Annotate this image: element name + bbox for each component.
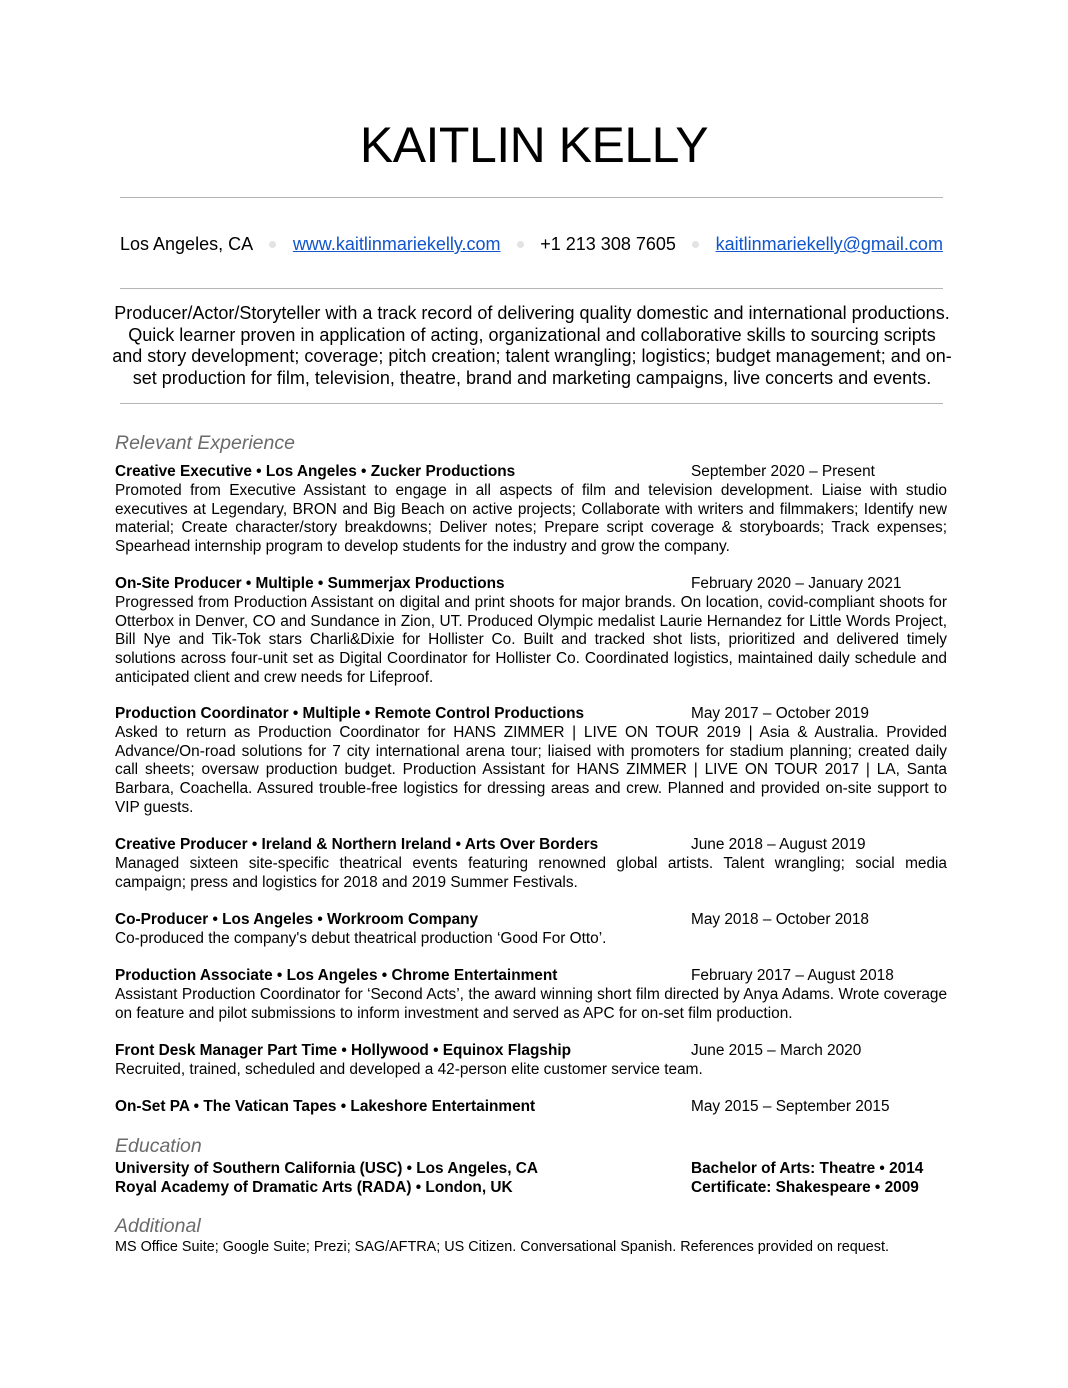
- job-description: Assistant Production Coordinator for ‘Second Acts’, the award winning short film directed by Anya Adams. Wrote coverage on feature and pilot submissions to inform investment and served as APC for on-set film production.: [115, 986, 947, 1022]
- job-dates: May 2015 – September 2015: [691, 1098, 890, 1115]
- job-dates: February 2020 – January 2021: [691, 575, 902, 592]
- job-title: On-Site Producer • Multiple • Summerjax Productions: [115, 575, 505, 592]
- section-title-education: Education: [115, 1135, 202, 1157]
- job-description: Managed sixteen site-specific theatrical events featuring renowned global artists. Talent wrangling; social media campaign; press and logistics for 2018 and 2019 Summer Festivals.: [115, 855, 947, 891]
- job-dates: June 2018 – August 2019: [691, 836, 866, 853]
- professional-summary: Producer/Actor/Storyteller with a track record of delivering quality domestic and international productions. Quick learner proven in application of acting, organizational and collaborative skills to sourcing scripts and story development; coverage; pitch creation; talent wrangling; logistics; budget management; and on-set production for film, television, theatre, brand and marketing campaigns, live concerts and events.: [112, 303, 952, 388]
- education-item: [115, 1159, 947, 1178]
- job-entry: [115, 705, 947, 818]
- section-title-additional: Additional: [115, 1215, 201, 1237]
- job-title: Co-Producer • Los Angeles • Workroom Company: [115, 911, 479, 928]
- job-dates: September 2020 – Present: [691, 463, 875, 480]
- job-entry: [115, 836, 947, 892]
- divider-contact: [120, 288, 943, 289]
- job-entry: [115, 463, 947, 557]
- divider-top: [120, 197, 943, 198]
- education-item: [115, 1178, 947, 1197]
- job-description: Asked to return as Production Coordinator for HANS ZIMMER | LIVE ON TOUR 2019 | Asia & Australia. Provided Advance/On-road solutions for 7 city international arena tour; liaised with promoters for stadium planning; created daily call sheets; oversaw production budget. Production Assistant for HANS ZIMMER | LIVE ON TOUR 2017 | LA, Santa Barbara, Coachella. Assured trouble-free logistics for dressing areas and crew. Planned and provided on-site support to VIP guests.: [115, 724, 947, 816]
- job-title: Creative Executive • Los Angeles • Zucker Productions: [115, 463, 516, 480]
- contact-website-link[interactable]: www.kaitlinmariekelly.com: [292, 234, 501, 254]
- contact-location: Los Angeles, CA: [120, 234, 254, 254]
- job-description: Progressed from Production Assistant on digital and print shoots for major brands. On location, covid-compliant shoots for Otterbox in Denver, CO and Sundance in Zion, UT. Produced Olympic medalist Laurie Hernandez for Little Words Project, Bill Nye and Tik-Tok stars Charli&Dixie for Hollister Co. Built and tracked shot lists, prioritized and delivered timely solutions across four-unit set as Digital Coordinator for Hollister Co. Coordinated logistics, maintained daily schedule and anticipated client and crew needs for Lifeproof.: [115, 594, 947, 686]
- job-entry: [115, 1098, 947, 1117]
- separator-dot-icon: [269, 241, 276, 248]
- contact-email-link[interactable]: kaitlinmariekelly@gmail.com: [715, 234, 943, 254]
- education-list: [115, 1159, 947, 1197]
- contact-bar: [120, 234, 943, 255]
- separator-dot-icon: [692, 241, 699, 248]
- education-degree: Bachelor of Arts: Theatre • 2014: [691, 1160, 924, 1177]
- job-title: On-Set PA • The Vatican Tapes • Lakeshore Entertainment: [115, 1098, 536, 1115]
- education-school: Royal Academy of Dramatic Arts (RADA) • London, UK: [115, 1179, 513, 1196]
- section-title-experience: Relevant Experience: [115, 432, 295, 454]
- job-title: Front Desk Manager Part Time • Hollywood • Equinox Flagship: [115, 1042, 572, 1059]
- candidate-name: KAITLIN KELLY: [359, 117, 709, 173]
- education-school: University of Southern California (USC) • Los Angeles, CA: [115, 1160, 538, 1177]
- additional-skills: MS Office Suite; Google Suite; Prezi; SAG/AFTRA; US Citizen. Conversational Spanish. References provided on request.: [115, 1239, 889, 1255]
- job-dates: May 2017 – October 2019: [691, 705, 869, 722]
- job-entry: [115, 911, 947, 949]
- job-title: Production Coordinator • Multiple • Remote Control Productions: [115, 705, 585, 722]
- job-dates: February 2017 – August 2018: [691, 967, 894, 984]
- job-entry: [115, 575, 947, 688]
- job-entry: [115, 967, 947, 1023]
- job-dates: May 2018 – October 2018: [691, 911, 869, 928]
- job-title: Production Associate • Los Angeles • Chrome Entertainment: [115, 967, 558, 984]
- job-description: Promoted from Executive Assistant to engage in all aspects of film and television development. Liaise with studio executives at Legendary, BRON and Big Beach on active projects; Collaborate with writers and filmmakers; Identify new material; Create character/story breakdowns; Deliver notes; Prepare script coverage & storyboards; Track expenses; Spearhead internship program to develop students for the industry and grow the company.: [115, 482, 947, 556]
- divider-summary: [120, 403, 943, 404]
- job-description: Recruited, trained, scheduled and developed a 42-person elite customer service team.: [115, 1061, 703, 1078]
- job-description: Co-produced the company's debut theatrical production ‘Good For Otto’.: [115, 930, 607, 947]
- contact-phone: +1 213 308 7605: [540, 234, 676, 254]
- separator-dot-icon: [517, 241, 524, 248]
- education-degree: Certificate: Shakespeare • 2009: [691, 1179, 919, 1196]
- job-title: Creative Producer • Ireland & Northern Ireland • Arts Over Borders: [115, 836, 599, 853]
- job-entry: [115, 1042, 947, 1080]
- job-dates: June 2015 – March 2020: [691, 1042, 862, 1059]
